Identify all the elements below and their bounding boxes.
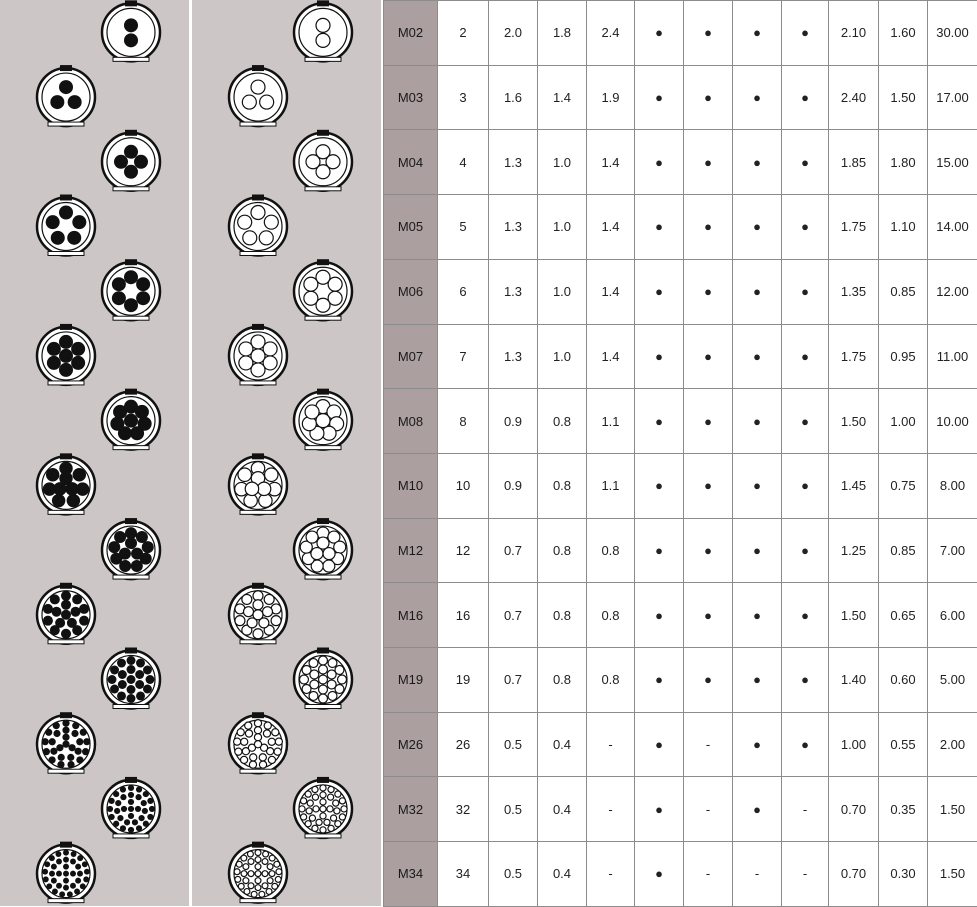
- dimension-a-cell: 0.7: [489, 583, 538, 648]
- option-2-cell: ●: [684, 453, 733, 518]
- male-insert-icon: [102, 130, 160, 191]
- dimension-c-cell: 0.8: [587, 583, 635, 648]
- option-3-cell: ●: [733, 518, 782, 583]
- contact-spec-table: [383, 0, 977, 907]
- value-2-cell: 1.00: [879, 389, 928, 454]
- reference-cell: M16: [384, 583, 438, 648]
- dimension-a-cell: 0.7: [489, 648, 538, 713]
- dimension-c-cell: 1.9: [587, 65, 635, 130]
- female-insert-icon: [294, 259, 352, 320]
- contact-count-cell: 19: [438, 648, 489, 713]
- contact-count-cell: 34: [438, 842, 489, 907]
- table-row: [384, 259, 977, 324]
- reference-cell: M04: [384, 130, 438, 195]
- male-insert-icon: [102, 259, 160, 320]
- dimension-c-cell: 1.4: [587, 130, 635, 195]
- dimension-c-cell: -: [587, 842, 635, 907]
- option-4-cell: -: [782, 842, 829, 907]
- contact-count-cell: 26: [438, 712, 489, 777]
- option-1-cell: ●: [635, 65, 684, 130]
- value-1-cell: 0.70: [829, 842, 879, 907]
- value-3-cell: 30.00: [928, 1, 977, 66]
- reference-cell: M26: [384, 712, 438, 777]
- option-1-cell: ●: [635, 324, 684, 389]
- option-3-cell: ●: [733, 648, 782, 713]
- dimension-c-cell: 0.8: [587, 518, 635, 583]
- value-1-cell: 0.70: [829, 777, 879, 842]
- dimension-a-cell: 0.5: [489, 712, 538, 777]
- female-insert-icon: [229, 65, 287, 126]
- male-insert-icon: [102, 0, 160, 61]
- dimension-c-cell: 1.4: [587, 195, 635, 260]
- option-1-cell: ●: [635, 842, 684, 907]
- table-row: [384, 453, 977, 518]
- table-row: [384, 195, 977, 260]
- male-insert-icon: [102, 389, 160, 450]
- option-4-cell: ●: [782, 65, 829, 130]
- option-2-cell: ●: [684, 518, 733, 583]
- female-insert-icon: [229, 583, 287, 644]
- reference-cell: M02: [384, 1, 438, 66]
- value-3-cell: 6.00: [928, 583, 977, 648]
- table-row: [384, 648, 977, 713]
- dimension-b-cell: 1.0: [538, 324, 587, 389]
- option-2-cell: ●: [684, 648, 733, 713]
- value-1-cell: 2.40: [829, 65, 879, 130]
- value-3-cell: 17.00: [928, 65, 977, 130]
- dimension-b-cell: 0.4: [538, 712, 587, 777]
- dimension-b-cell: 0.4: [538, 842, 587, 907]
- value-3-cell: 10.00: [928, 389, 977, 454]
- dimension-b-cell: 0.8: [538, 518, 587, 583]
- option-4-cell: ●: [782, 1, 829, 66]
- reference-cell: M07: [384, 324, 438, 389]
- option-3-cell: ●: [733, 712, 782, 777]
- dimension-c-cell: 1.1: [587, 389, 635, 454]
- female-insert-icon: [229, 195, 287, 256]
- female-insert-icon: [294, 518, 352, 579]
- table-row: [384, 583, 977, 648]
- dimension-a-cell: 0.5: [489, 842, 538, 907]
- reference-cell: M05: [384, 195, 438, 260]
- option-3-cell: -: [733, 842, 782, 907]
- dimension-a-cell: 1.3: [489, 259, 538, 324]
- option-3-cell: ●: [733, 130, 782, 195]
- table-body: [384, 1, 977, 907]
- contact-count-cell: 3: [438, 65, 489, 130]
- value-1-cell: 1.45: [829, 453, 879, 518]
- dimension-b-cell: 1.0: [538, 130, 587, 195]
- option-2-cell: ●: [684, 195, 733, 260]
- dimension-b-cell: 0.8: [538, 648, 587, 713]
- option-2-cell: ●: [684, 259, 733, 324]
- male-insert-icon: [37, 324, 95, 385]
- contact-layout-diagrams: [0, 0, 383, 906]
- dimension-a-cell: 2.0: [489, 1, 538, 66]
- table-row: [384, 777, 977, 842]
- dimension-a-cell: 0.7: [489, 518, 538, 583]
- option-4-cell: -: [782, 777, 829, 842]
- option-3-cell: ●: [733, 389, 782, 454]
- dimension-c-cell: 2.4: [587, 1, 635, 66]
- value-1-cell: 1.75: [829, 195, 879, 260]
- male-insert-icon: [37, 453, 95, 514]
- contact-count-cell: 16: [438, 583, 489, 648]
- option-2-cell: ●: [684, 65, 733, 130]
- option-1-cell: ●: [635, 518, 684, 583]
- male-insert-icon: [37, 712, 95, 773]
- value-1-cell: 1.25: [829, 518, 879, 583]
- contact-count-cell: 4: [438, 130, 489, 195]
- female-insert-icon: [294, 130, 352, 191]
- male-insert-icon: [102, 777, 160, 838]
- value-3-cell: 7.00: [928, 518, 977, 583]
- male-insert-icon: [102, 648, 160, 709]
- option-4-cell: ●: [782, 453, 829, 518]
- male-insert-icon: [37, 583, 95, 644]
- reference-cell: M12: [384, 518, 438, 583]
- table-row: [384, 65, 977, 130]
- option-4-cell: ●: [782, 583, 829, 648]
- female-insert-icon: [294, 0, 352, 61]
- option-4-cell: ●: [782, 518, 829, 583]
- value-2-cell: 0.65: [879, 583, 928, 648]
- reference-cell: M06: [384, 259, 438, 324]
- female-insert-icon: [229, 324, 287, 385]
- value-3-cell: 11.00: [928, 324, 977, 389]
- table-row: [384, 130, 977, 195]
- value-1-cell: 1.75: [829, 324, 879, 389]
- reference-cell: M08: [384, 389, 438, 454]
- contact-count-cell: 7: [438, 324, 489, 389]
- option-2-cell: ●: [684, 130, 733, 195]
- value-3-cell: 8.00: [928, 453, 977, 518]
- table-row: [384, 712, 977, 777]
- value-2-cell: 0.75: [879, 453, 928, 518]
- option-2-cell: -: [684, 712, 733, 777]
- dimension-a-cell: 0.9: [489, 453, 538, 518]
- contact-count-cell: 5: [438, 195, 489, 260]
- dimension-c-cell: 1.4: [587, 259, 635, 324]
- dimension-b-cell: 1.8: [538, 1, 587, 66]
- option-4-cell: ●: [782, 130, 829, 195]
- dimension-a-cell: 1.6: [489, 65, 538, 130]
- option-4-cell: ●: [782, 195, 829, 260]
- value-3-cell: 12.00: [928, 259, 977, 324]
- option-2-cell: ●: [684, 1, 733, 66]
- option-3-cell: ●: [733, 324, 782, 389]
- option-3-cell: ●: [733, 1, 782, 66]
- table-row: [384, 1, 977, 66]
- dimension-a-cell: 0.5: [489, 777, 538, 842]
- dimension-c-cell: 0.8: [587, 648, 635, 713]
- option-2-cell: ●: [684, 583, 733, 648]
- option-4-cell: ●: [782, 389, 829, 454]
- option-2-cell: -: [684, 777, 733, 842]
- value-2-cell: 0.95: [879, 324, 928, 389]
- value-1-cell: 1.50: [829, 583, 879, 648]
- option-3-cell: ●: [733, 777, 782, 842]
- value-3-cell: 1.50: [928, 842, 977, 907]
- dimension-c-cell: -: [587, 777, 635, 842]
- option-1-cell: ●: [635, 389, 684, 454]
- contact-count-cell: 32: [438, 777, 489, 842]
- female-insert-icon: [229, 842, 287, 903]
- contact-count-cell: 12: [438, 518, 489, 583]
- option-1-cell: ●: [635, 777, 684, 842]
- dimension-b-cell: 0.8: [538, 389, 587, 454]
- female-insert-icon: [294, 777, 352, 838]
- contact-count-cell: 8: [438, 389, 489, 454]
- option-3-cell: ●: [733, 583, 782, 648]
- dimension-b-cell: 0.8: [538, 453, 587, 518]
- value-2-cell: 0.30: [879, 842, 928, 907]
- value-2-cell: 0.60: [879, 648, 928, 713]
- reference-cell: M10: [384, 453, 438, 518]
- value-1-cell: 1.85: [829, 130, 879, 195]
- value-2-cell: 0.35: [879, 777, 928, 842]
- male-insert-icon: [102, 518, 160, 579]
- option-1-cell: ●: [635, 453, 684, 518]
- value-2-cell: 0.85: [879, 259, 928, 324]
- value-1-cell: 2.10: [829, 1, 879, 66]
- value-1-cell: 1.50: [829, 389, 879, 454]
- value-3-cell: 5.00: [928, 648, 977, 713]
- value-2-cell: 1.50: [879, 65, 928, 130]
- reference-cell: M19: [384, 648, 438, 713]
- reference-cell: M34: [384, 842, 438, 907]
- value-2-cell: 0.85: [879, 518, 928, 583]
- value-3-cell: 15.00: [928, 130, 977, 195]
- option-4-cell: ●: [782, 712, 829, 777]
- dimension-b-cell: 1.4: [538, 65, 587, 130]
- option-1-cell: ●: [635, 1, 684, 66]
- insert-diagram-svg: [0, 0, 383, 906]
- male-insert-icon: [37, 65, 95, 126]
- dimension-b-cell: 1.0: [538, 195, 587, 260]
- value-2-cell: 1.10: [879, 195, 928, 260]
- value-3-cell: 2.00: [928, 712, 977, 777]
- male-insert-icon: [37, 195, 95, 256]
- option-3-cell: ●: [733, 453, 782, 518]
- dimension-a-cell: 0.9: [489, 389, 538, 454]
- option-4-cell: ●: [782, 648, 829, 713]
- table-row: [384, 389, 977, 454]
- reference-cell: M32: [384, 777, 438, 842]
- dimension-a-cell: 1.3: [489, 324, 538, 389]
- dimension-a-cell: 1.3: [489, 130, 538, 195]
- value-2-cell: 0.55: [879, 712, 928, 777]
- value-1-cell: 1.35: [829, 259, 879, 324]
- dimension-b-cell: 0.8: [538, 583, 587, 648]
- option-1-cell: ●: [635, 712, 684, 777]
- option-1-cell: ●: [635, 259, 684, 324]
- table-row: [384, 518, 977, 583]
- option-2-cell: -: [684, 842, 733, 907]
- value-1-cell: 1.00: [829, 712, 879, 777]
- female-insert-icon: [229, 453, 287, 514]
- option-3-cell: ●: [733, 259, 782, 324]
- option-4-cell: ●: [782, 324, 829, 389]
- reference-cell: M03: [384, 65, 438, 130]
- option-2-cell: ●: [684, 324, 733, 389]
- dimension-a-cell: 1.3: [489, 195, 538, 260]
- table-row: [384, 324, 977, 389]
- contact-count-cell: 6: [438, 259, 489, 324]
- contact-count-cell: 10: [438, 453, 489, 518]
- contact-count-cell: 2: [438, 1, 489, 66]
- option-4-cell: ●: [782, 259, 829, 324]
- female-insert-icon: [294, 648, 352, 709]
- female-insert-icon: [229, 712, 287, 773]
- option-2-cell: ●: [684, 389, 733, 454]
- female-insert-icon: [294, 389, 352, 450]
- value-2-cell: 1.60: [879, 1, 928, 66]
- value-1-cell: 1.40: [829, 648, 879, 713]
- option-1-cell: ●: [635, 648, 684, 713]
- option-1-cell: ●: [635, 583, 684, 648]
- dimension-c-cell: 1.1: [587, 453, 635, 518]
- male-insert-icon: [37, 842, 95, 903]
- option-1-cell: ●: [635, 195, 684, 260]
- dimension-c-cell: 1.4: [587, 324, 635, 389]
- value-3-cell: 1.50: [928, 777, 977, 842]
- dimension-c-cell: -: [587, 712, 635, 777]
- dimension-b-cell: 0.4: [538, 777, 587, 842]
- dimension-b-cell: 1.0: [538, 259, 587, 324]
- option-1-cell: ●: [635, 130, 684, 195]
- value-2-cell: 1.80: [879, 130, 928, 195]
- table-row: [384, 842, 977, 907]
- option-3-cell: ●: [733, 65, 782, 130]
- option-3-cell: ●: [733, 195, 782, 260]
- value-3-cell: 14.00: [928, 195, 977, 260]
